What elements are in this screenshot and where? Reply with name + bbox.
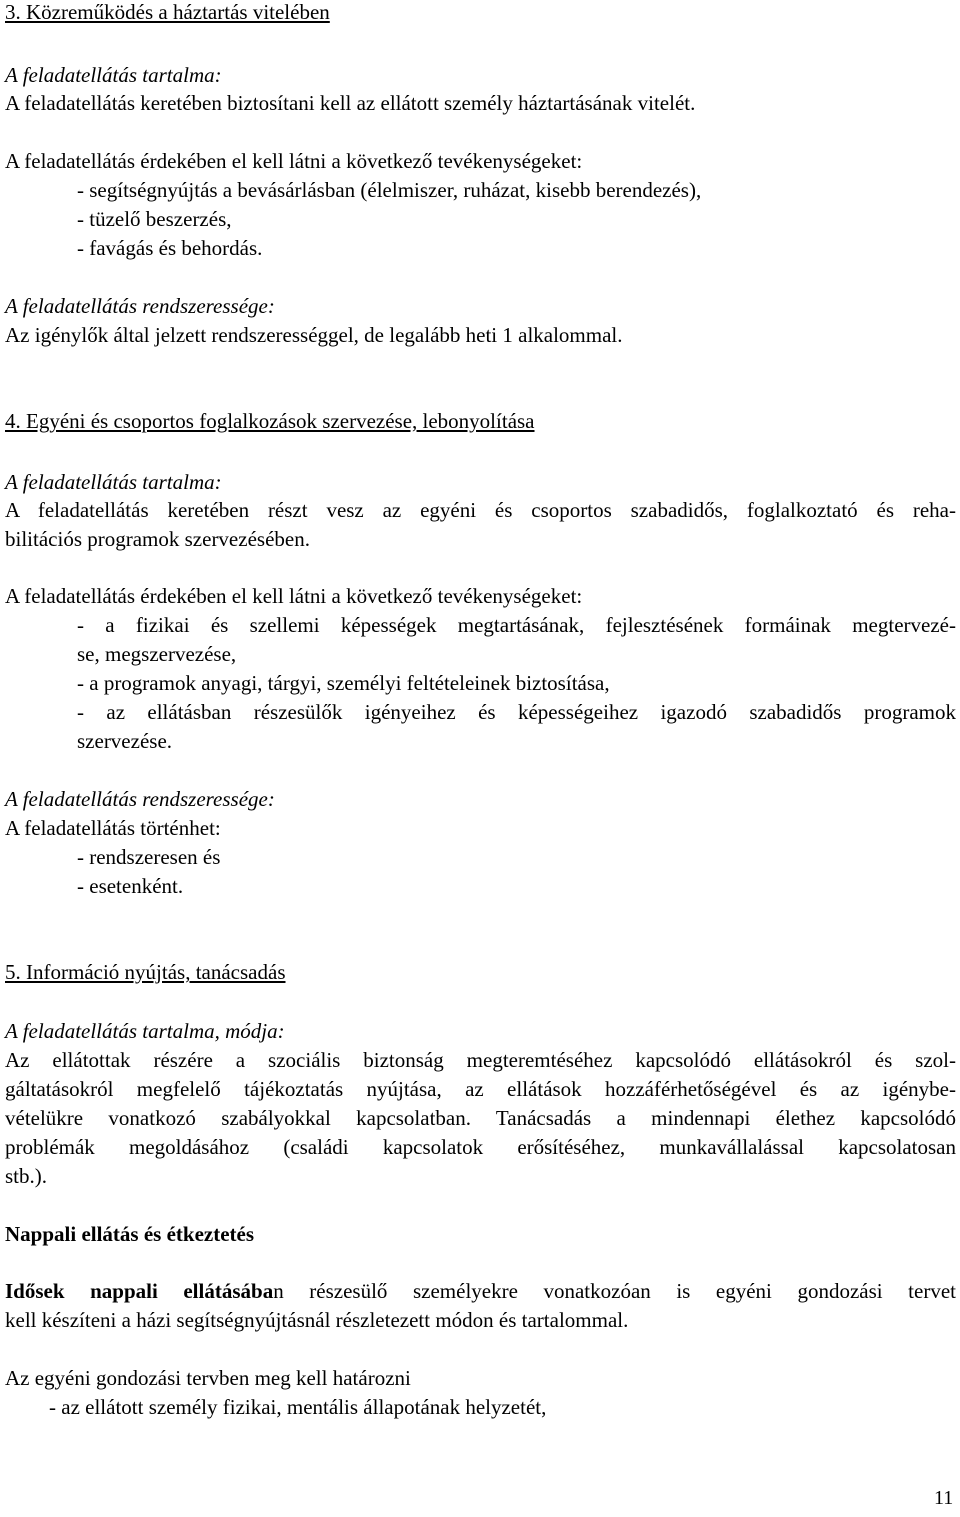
section-3-content-label: A feladatellátás tartalma:: [5, 63, 222, 87]
section-3-activities-intro: A feladatellátás érdekében el kell látni a következő tevékenységeket:: [5, 149, 583, 173]
day-care-paragraph-line: [5, 1277, 956, 1306]
section-4-regularity-item: - esetenként.: [77, 874, 184, 898]
day-care-bold-term: Idősek nappali ellátásába: [5, 1279, 274, 1303]
section-4-content-label: A feladatellátás tartalma:: [5, 470, 222, 494]
section-5-content-line: gáltatásokról megfelelő tájékoztatás nyújtása, az ellátások hozzáférhetőségével és az igénybe-: [5, 1077, 956, 1101]
section-3-activity: - segítségnyújtás a bevásárlásban (élelmiszer, ruházat, kisebb berendezés),: [77, 178, 702, 202]
section-4-regularity-intro: A feladatellátás történhet:: [5, 816, 221, 840]
section-4-activity-line: - a fizikai és szellemi képességek megtartásának, fejlesztésének formáinak megtervezé-: [77, 613, 956, 637]
section-5-content-line: problémák megoldásához (családi kapcsolatok erősítéséhez, munkavállalással kapcsolatosan: [5, 1135, 956, 1159]
section-4-activity-line: - a programok anyagi, tárgyi, személyi feltételeinek biztosítása,: [77, 671, 610, 695]
section-5-content-label: A feladatellátás tartalma, módja:: [5, 1019, 285, 1043]
day-care-plan-item: - az ellátott személy fizikai, mentális állapotának helyzetét,: [49, 1395, 547, 1419]
section-4-activity-line: - az ellátásban részesülők igényeihez és képességeihez igazodó szabadidős programok: [77, 700, 956, 724]
section-3-regularity: Az igénylők által jelzett rendszerességgel, de legalább heti 1 alkalommal.: [5, 323, 623, 347]
day-care-heading: Nappali ellátás és étkeztetés: [5, 1222, 255, 1246]
day-care-plan-intro: Az egyéni gondozási tervben meg kell határozni: [5, 1366, 411, 1390]
section-4-content-line: A feladatellátás keretében részt vesz az egyéni és csoportos szabadidős, foglalkoztató és reha-: [5, 498, 956, 522]
section-4-regularity-label: A feladatellátás rendszeressége:: [5, 787, 275, 811]
section-5-content-line: Az ellátottak részére a szociális biztonság megteremtéséhez kapcsolódó ellátásokról és szol-: [5, 1048, 956, 1072]
section-3-heading: 3. Közreműködés a háztartás vitelében: [5, 0, 330, 24]
section-4-content-line: bilitációs programok szervezésében.: [5, 527, 310, 551]
day-care-paragraph-rest: n részesülő személyekre vonatkozóan is egyéni gondozási tervet: [273, 1279, 956, 1303]
section-3-content: A feladatellátás keretében biztosítani kell az ellátott személy háztartásának vitelét.: [5, 91, 696, 115]
section-5-heading: 5. Információ nyújtás, tanácsadás: [5, 960, 286, 984]
section-4-activity-line: szervezése.: [77, 729, 173, 753]
section-5-content-line: stb.).: [5, 1164, 47, 1188]
section-3-regularity-label: A feladatellátás rendszeressége:: [5, 294, 275, 318]
section-3-activity: - favágás és behordás.: [77, 236, 263, 260]
section-3-activity: - tüzelő beszerzés,: [77, 207, 232, 231]
section-4-activity-line: se, megszervezése,: [77, 642, 237, 666]
page-number: 11: [934, 1487, 954, 1509]
day-care-paragraph-line: kell készíteni a házi segítségnyújtásnál részletezett módon és tartalommal.: [5, 1308, 629, 1332]
section-5-content-line: vételükre vonatkozó szabályokkal kapcsolatban. Tanácsadás a mindennapi élethez kapcsolódó: [5, 1106, 956, 1130]
section-4-heading: 4. Egyéni és csoportos foglalkozások szervezése, lebonyolítása: [5, 409, 535, 433]
section-4-activities-intro: A feladatellátás érdekében el kell látni a következő tevékenységeket:: [5, 584, 583, 608]
section-4-regularity-item: - rendszeresen és: [77, 845, 221, 869]
